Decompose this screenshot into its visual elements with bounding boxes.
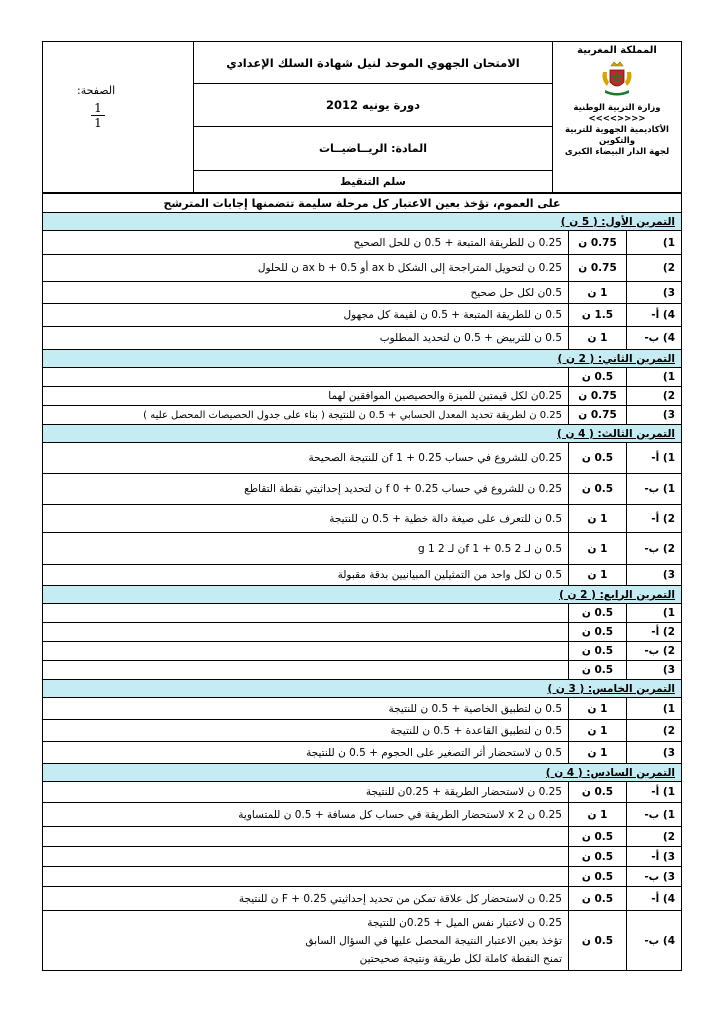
points: 0.5 ن [569,443,627,474]
table-row [43,661,682,680]
exercise-2-title: التمرين الثاني: ( 2 ن ) [43,350,682,368]
grading-detail: 0.25 ن لطريقة تحديد المعدل الحسابي + 0.5 ن للنتيجة ( بناء على جدول الحصيصات المحصل عليه ) [43,406,569,425]
points: 0.75 ن [569,387,627,406]
table-row [43,604,682,623]
points: 1 ن [569,565,627,586]
general-note: على العموم، تؤخذ بعين الاعتبار كل مرحلة سليمة تتضمنها إجابات المترشح [43,194,682,213]
exercise-3-title: التمرين الثالث: ( 4 ن ) [43,425,682,443]
question-number: 3) [627,742,682,764]
question-number: 4) ب- [627,911,682,971]
points: 0.5 ن [569,604,627,623]
exam-title: الامتحان الجهوي الموحد لنيل شهادة السلك الإعدادي [194,42,552,84]
exam-info [194,42,553,193]
points: 1 ن [569,698,627,720]
points: 1 ن [569,533,627,565]
grading-detail: 0.25 ن للطريقة المتبعة + 0.5 ن للحل الصحيح [43,231,569,255]
question-number: 2) [627,387,682,406]
table-row [43,698,682,720]
question-number: 1) [627,231,682,255]
grading-detail [43,642,569,661]
table-row [43,282,682,304]
question-number: 3) أ- [627,847,682,867]
points: 0.5 ن [569,782,627,803]
question-number: 1) ب- [627,803,682,827]
points: 1 ن [569,282,627,304]
table-row [43,304,682,327]
grading-detail [43,847,569,867]
grading-detail: 0.5 ن لاستحضار أثر التصغير على الحجوم + 0.5 ن للنتيجة [43,742,569,764]
grading-sheet [42,41,682,971]
grading-detail: 0.25 ن x 2 لاستحضار الطريقة في حساب كل مسافة + 0.5 ن للمتساوية [43,803,569,827]
ministry-separator: <<<<>>>> [588,114,646,124]
detail-line: 0.25 ن لاعتبار نفس الميل + 0.25ن للنتيجة [367,916,562,929]
question-number: 2) ب- [627,533,682,565]
points: 0.5 ن [569,867,627,887]
table-row [43,911,682,971]
grading-detail: 0.5 ن للتربيض + 0.5 ن لتحديد المطلوب [43,327,569,350]
points: 0.5 ن [569,827,627,847]
grading-detail: 0.5 ن للتعرف على صيغة دالة خطية + 0.5 ن للنتيجة [43,505,569,533]
kingdom-title: المملكة المغربية [577,45,657,56]
table-row [43,642,682,661]
page-number: 1 [91,101,105,116]
points: 0.5 ن [569,474,627,505]
page-fraction [91,101,105,130]
exercise-5-title: التمرين الخامس: ( 3 ن ) [43,680,682,698]
table-row [43,327,682,350]
table-row [43,368,682,387]
question-number: 3) [627,406,682,425]
question-number: 1) [627,368,682,387]
exercise-6-title: التمرين السادس: ( 4 ن ) [43,764,682,782]
grading-detail: 0.5 ن لكل واحد من التمثيلين المبيانيين بدقة مقبولة [43,565,569,586]
table-row [43,803,682,827]
points: 1 ن [569,327,627,350]
emblem-block [553,42,682,193]
grading-detail: 0.25ن للشروع في حساب f 1 + 0.25ن للنتيجة الصحيحة [43,443,569,474]
points: 0.5 ن [569,887,627,911]
grading-detail: 0.25 ن لاستحضار الطريقة + 0.25ن للنتيجة [43,782,569,803]
grading-detail: 0.5 ن لتطبيق الخاصية + 0.5 ن للنتيجة [43,698,569,720]
points: 0.5 ن [569,368,627,387]
question-number: 1) ب- [627,474,682,505]
table-row [43,847,682,867]
table-row [43,474,682,505]
ministry-name: وزارة التربية الوطنية [573,103,661,113]
grading-detail [43,867,569,887]
exercise-4-title: التمرين الرابع: ( 2 ن ) [43,586,682,604]
grading-table [42,193,682,971]
table-row [43,720,682,742]
points: 1 ن [569,803,627,827]
page-block [43,42,194,193]
question-number: 1) [627,698,682,720]
table-row [43,387,682,406]
grading-detail [43,368,569,387]
question-number: 4) ب- [627,327,682,350]
question-number: 2) [627,255,682,282]
table-row [43,255,682,282]
table-row [43,565,682,586]
points: 1 ن [569,720,627,742]
grading-title: سلم التنقيط [340,175,406,188]
table-row [43,443,682,474]
exercise-1-title: التمرين الأول: ( 5 ن ) [43,213,682,231]
table-row [43,231,682,255]
table-row [43,533,682,565]
points: 0.5 ن [569,847,627,867]
table-row [43,406,682,425]
question-number: 1) أ- [627,782,682,803]
academy-name: الأكاديمية الجهوية للتربية والتكوين [565,125,669,146]
table-row [43,887,682,911]
table-row [43,827,682,847]
question-number: 2) [627,827,682,847]
question-number: 4) أ- [627,304,682,327]
grading-detail: 0.5ن لكل حل صحيح [43,282,569,304]
question-number: 3) [627,661,682,680]
grading-detail [43,623,569,642]
page-label: الصفحة: [77,84,116,97]
points: 1 ن [569,505,627,533]
detail-line: تمنح النقطة كاملة لكل طريقة ونتيجة صحيحتين [359,952,562,965]
exam-subject: المادة: الريــاضيــات [194,127,552,171]
page-total: 1 [94,116,102,130]
points: 0.5 ن [569,661,627,680]
grading-detail: 0.5 ن لـ 2 f 1 + 0.5ن لـ 2 g 1 [43,533,569,565]
question-number: 3) [627,565,682,586]
grading-detail [43,661,569,680]
grading-detail: 0.25ن لكل قيمتين للميزة والحصيصين الموافقين لهما [43,387,569,406]
coat-of-arms-icon [597,60,637,100]
question-number: 1) أ- [627,443,682,474]
question-number: 2) ب- [627,642,682,661]
points: 0.75 ن [569,406,627,425]
points: 0.75 ن [569,255,627,282]
question-number: 2) أ- [627,623,682,642]
points: 1 ن [569,742,627,764]
question-number: 2) [627,720,682,742]
question-number: 2) أ- [627,505,682,533]
points: 0.75 ن [569,231,627,255]
question-number: 3) [627,282,682,304]
points: 1.5 ن [569,304,627,327]
question-number: 3) ب- [627,867,682,887]
grading-detail: 0.5 ن للطريقة المتبعة + 0.5 ن لقيمة كل مجهول [43,304,569,327]
detail-line: تؤخذ بعين الاعتبار النتيجة المحصل عليها في السؤال السابق [305,934,562,947]
table-row [43,505,682,533]
grading-detail: 0.5 ن لتطبيق القاعدة + 0.5 ن للنتيجة [43,720,569,742]
grading-detail [43,604,569,623]
points: 0.5 ن [569,623,627,642]
table-row [43,742,682,764]
grading-detail: 0.25 ن لاستحضار كل علاقة تمكن من تحديد إحداثيتي F + 0.25 ن للنتيجة [43,887,569,911]
table-row [43,867,682,887]
exam-session: دورة يونيه 2012 [194,84,552,127]
grading-detail [43,827,569,847]
academy-region: لجهة الدار البيضاء الكبرى [564,147,670,157]
question-number: 4) أ- [627,887,682,911]
points: 0.5 ن [569,642,627,661]
table-row [43,623,682,642]
question-number: 1) [627,604,682,623]
grading-detail: 0.25 ن للشروع في حساب f 0 + 0.25 ن لتحديد إحداثيتي نقطة التقاطع [43,474,569,505]
grading-detail [43,911,569,971]
grading-detail: 0.25 ن لتحويل المتراجحة إلى الشكل ax b أو ax b + 0.5 ن للحلول [43,255,569,282]
points: 0.5 ن [569,911,627,971]
exam-header [42,41,682,193]
table-row [43,782,682,803]
